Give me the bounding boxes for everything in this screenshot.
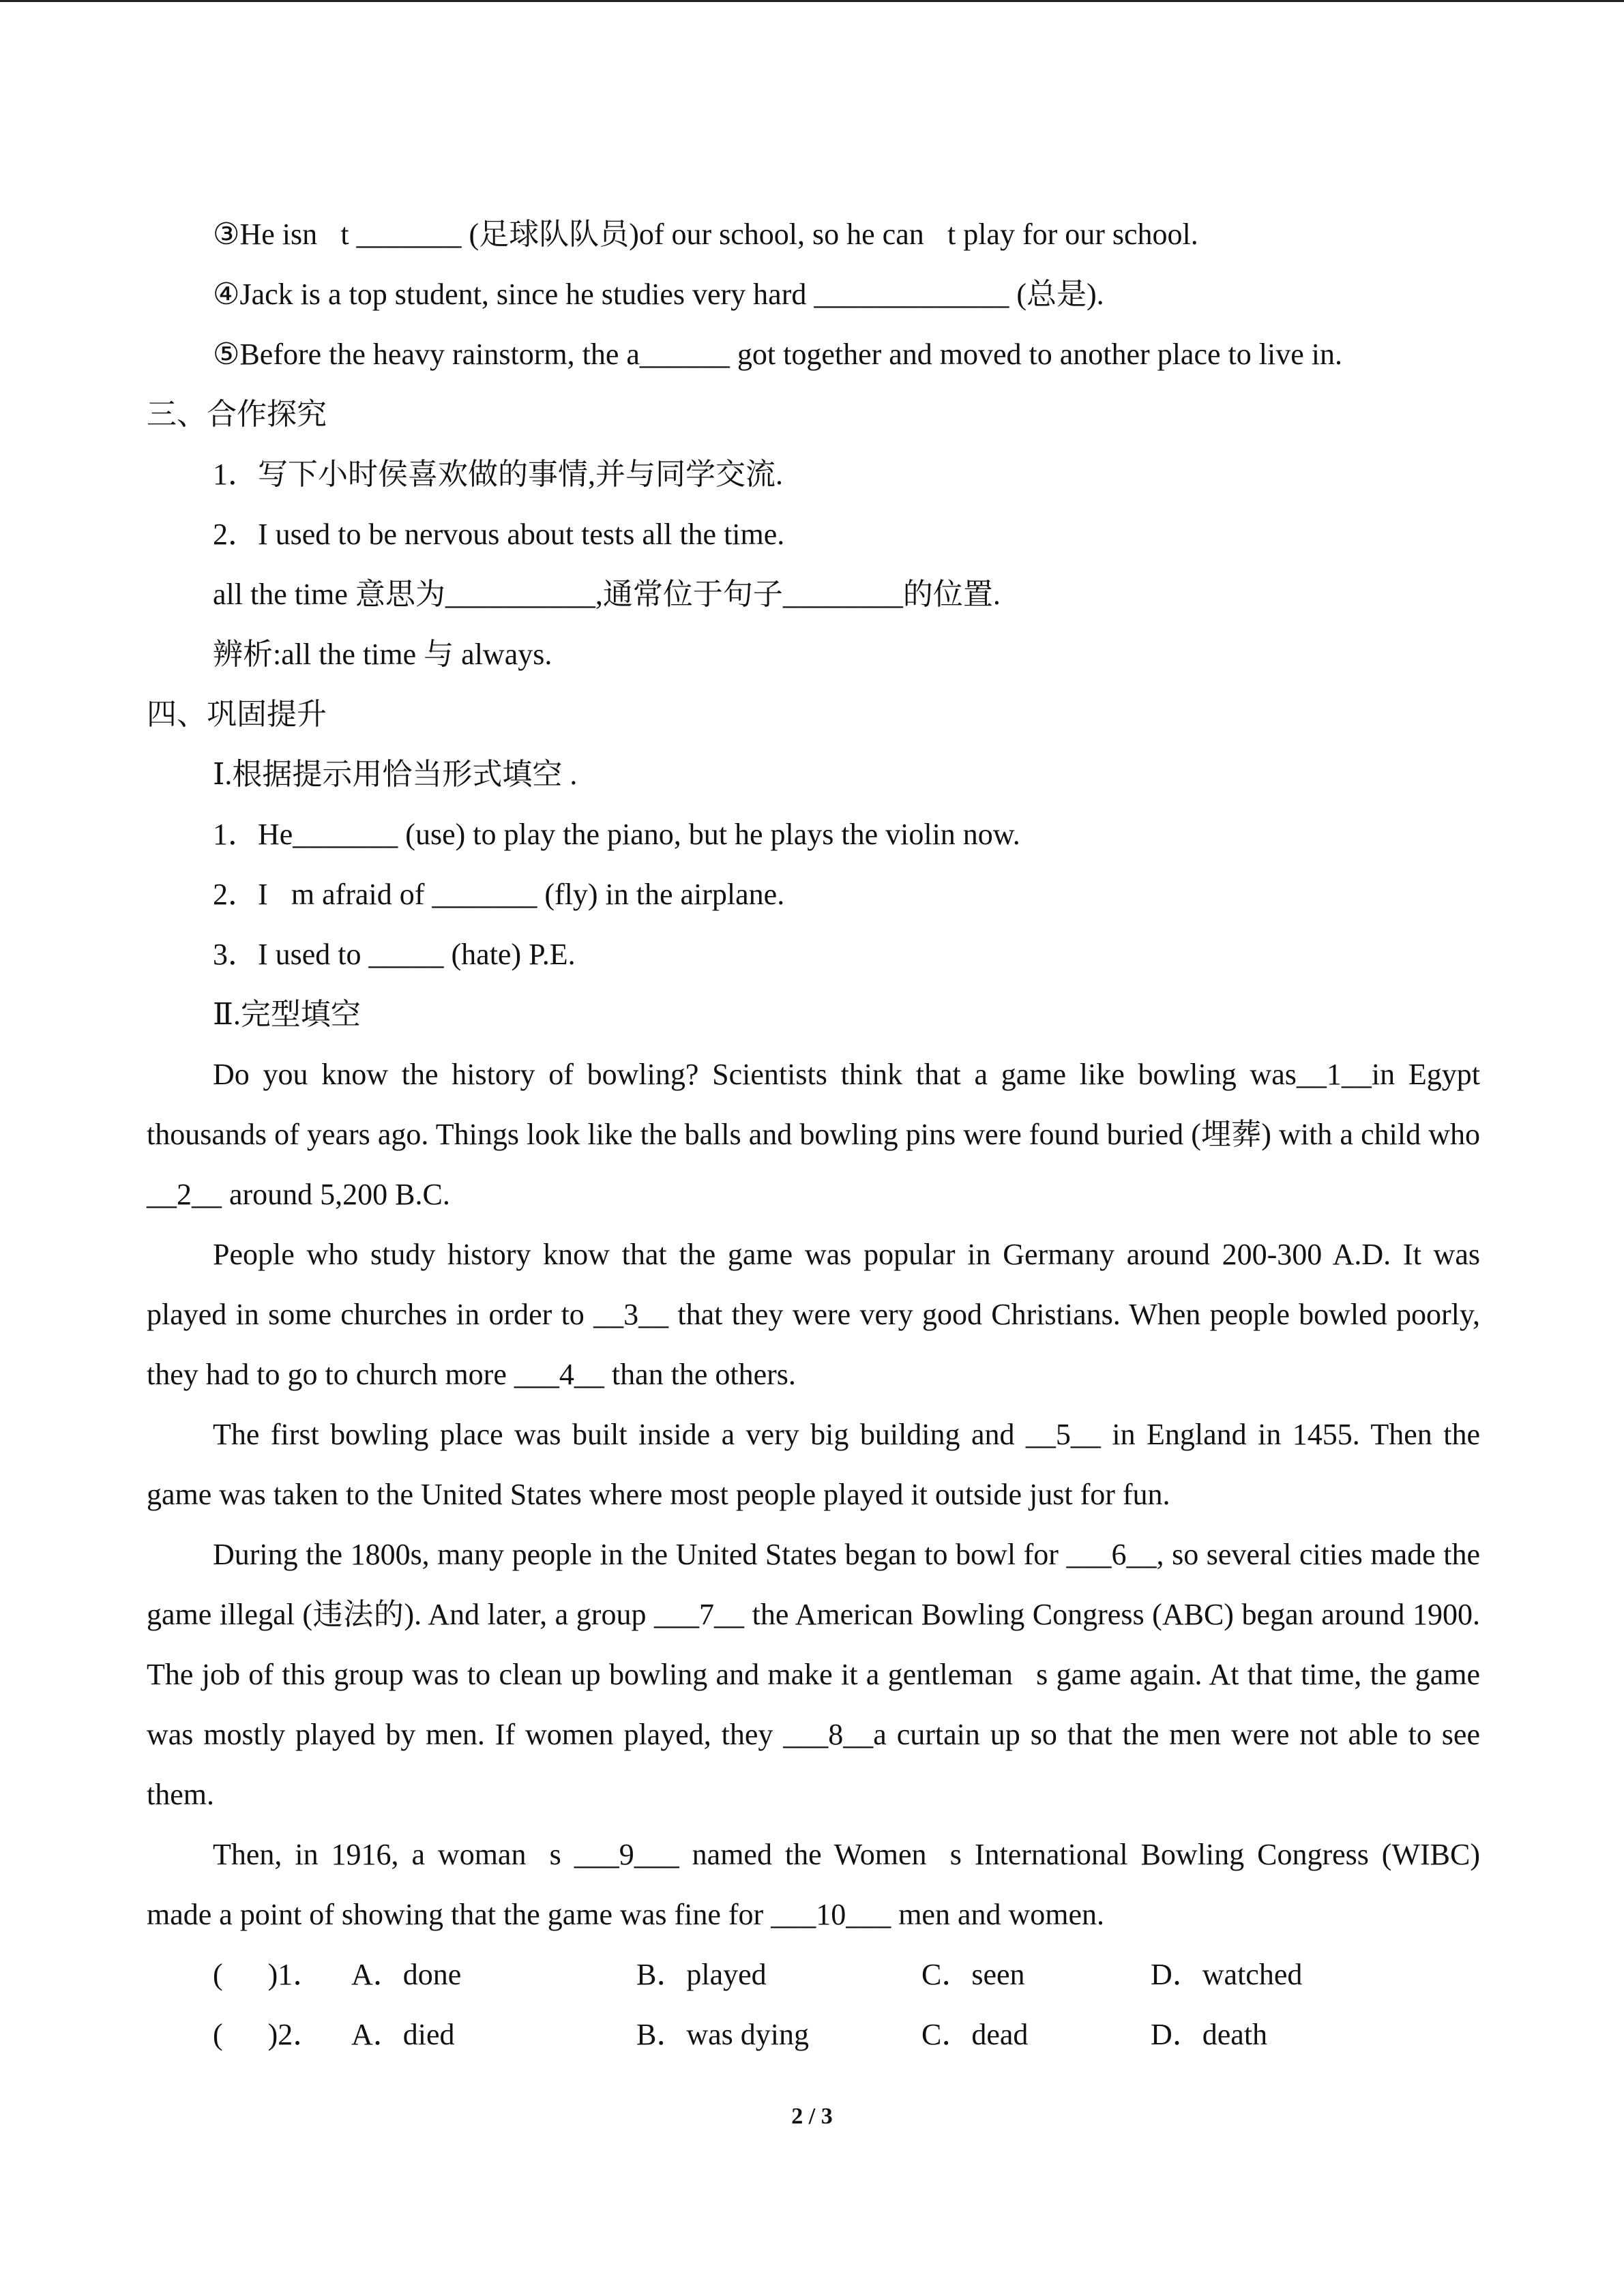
question-row — [147, 1945, 1480, 2005]
section-3-heading: 三、合作探究 — [147, 398, 327, 431]
option-d: D．death — [1151, 2018, 1268, 2051]
option-b: B．was dying — [636, 2018, 809, 2051]
option-c: C．dead — [921, 2018, 1029, 2051]
fill-item-3: 3．I used to _____ (hate) P.E. — [213, 938, 576, 971]
part-2-title: Ⅱ.完型填空 — [213, 998, 361, 1031]
section-3-q2-analysis: 辨析:all the time 与 always. — [213, 638, 552, 671]
answer-blank: ( )2． — [213, 2018, 323, 2051]
passage-paragraph-5: Then, in 1916, a woman s ___9___ named the Women s International Bowling Congress (WIBC) made a point of showing that the game was fine for ___10___ men and women. — [147, 1838, 1480, 1931]
option-b: B．played — [636, 1958, 767, 1991]
passage-paragraph-3: The first bowling place was built inside a very big building and __5__ in England in 1455. Then the game was taken to the United States where most people played it outside just for fun. — [147, 1418, 1480, 1511]
vocab-item-5: ⑤Before the heavy rainstorm, the a______ got together and moved to another place to live in. — [213, 338, 1342, 371]
fill-item-1: 1．He_______ (use) to play the piano, but he plays the violin now. — [213, 818, 1020, 851]
option-a: A．done — [351, 1958, 462, 1991]
part-1-title: Ⅰ.根据提示用恰当形式填空 . — [213, 758, 578, 791]
passage-paragraph-4: During the 1800s, many people in the United States began to bowl for ___6__, so several cities made the game illegal (违法的). And later, a group ___7__ the American Bowling Congress (ABC) began around 1900. The job of this group was to clean up bowling and make it a gentleman s game again. At that time, the game was mostly played by men. If women played, they ___8__a curtain up so that the men were not able to see them. — [147, 1538, 1480, 1811]
option-d: D．watched — [1151, 1958, 1303, 1991]
option-c: C．seen — [921, 1958, 1025, 1991]
page-number: 2 / 3 — [791, 2104, 833, 2129]
section-3-q2-note: all the time 意思为__________,通常位于句子________的位置. — [213, 578, 1001, 611]
section-3-q2: 2．I used to be nervous about tests all the time. — [213, 518, 785, 551]
section-3-q1: 1．写下小时侯喜欢做的事情,并与同学交流. — [213, 458, 783, 491]
passage-paragraph-2: People who study history know that the game was popular in Germany around 200-300 A.D. It was played in some churches in order to __3__ that they were very good Christians. When people bowled poorly, they had to go to church more ___4__ than the others. — [147, 1238, 1480, 1391]
question-row — [147, 2005, 1480, 2065]
fill-item-2: 2．I m afraid of _______ (fly) in the airplane. — [213, 878, 785, 911]
answer-blank: ( )1． — [213, 1958, 323, 1991]
option-a: A．died — [351, 2018, 455, 2051]
passage-paragraph-1: Do you know the history of bowling? Scientists think that a game like bowling was__1__in Egypt thousands of years ago. Things look like the balls and bowling pins were found buried (埋葬) with a child who __2__ around 5,200 B.C. — [147, 1058, 1480, 1211]
document-page — [147, 205, 1480, 2065]
top-border — [0, 0, 1624, 2]
vocab-item-3: ③He isn t _______ (足球队队员)of our school, so he can t play for our school. — [213, 218, 1198, 251]
section-4-heading: 四、巩固提升 — [147, 698, 327, 731]
vocab-item-4: ④Jack is a top student, since he studies very hard _____________ (总是). — [213, 278, 1104, 311]
